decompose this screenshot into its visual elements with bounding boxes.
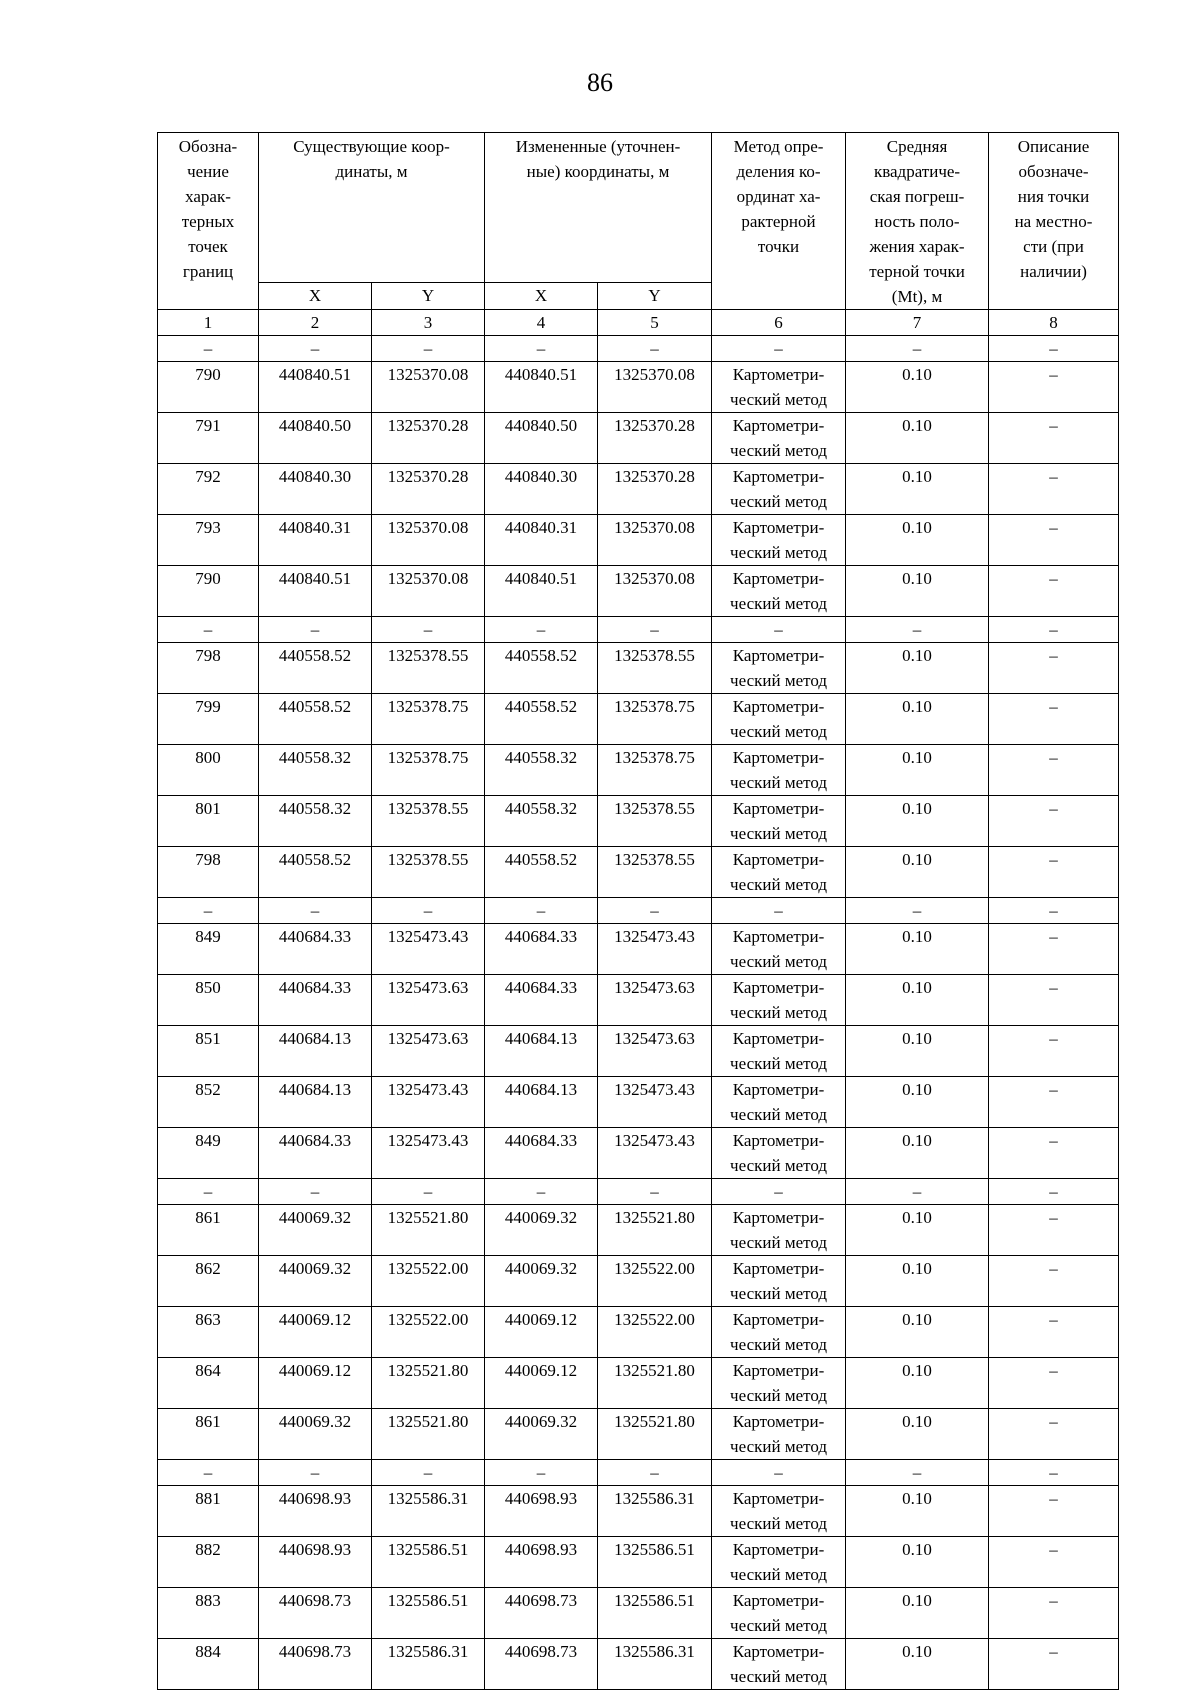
changed-x-cell: 440840.50	[485, 413, 598, 464]
separator-row	[158, 1179, 1119, 1205]
dash-cell: –	[485, 1179, 598, 1205]
changed-x-cell: 440698.73	[485, 1639, 598, 1690]
table-row	[158, 745, 1119, 796]
header-existing-x: X	[259, 283, 372, 310]
changed-x-cell: 440558.52	[485, 847, 598, 898]
changed-y-cell: 1325586.31	[598, 1639, 712, 1690]
changed-y-cell: 1325521.80	[598, 1409, 712, 1460]
existing-y-cell: 1325521.80	[372, 1409, 485, 1460]
column-number: 1	[158, 310, 259, 336]
table-row	[158, 1205, 1119, 1256]
method-cell: Картометри- ческий метод	[712, 745, 846, 796]
method-cell: Картометри- ческий метод	[712, 1358, 846, 1409]
existing-x-cell: 440840.31	[259, 515, 372, 566]
description-cell: –	[989, 566, 1119, 617]
point-id-cell: 800	[158, 745, 259, 796]
dash-cell: –	[372, 1179, 485, 1205]
dash-cell: –	[372, 898, 485, 924]
existing-y-cell: 1325522.00	[372, 1307, 485, 1358]
method-cell: Картометри- ческий метод	[712, 796, 846, 847]
existing-x-cell: 440684.13	[259, 1026, 372, 1077]
table-row	[158, 464, 1119, 515]
dash-cell: –	[712, 617, 846, 643]
header-description: Описание обозначе- ния точки на местно- сти (при наличии)	[989, 133, 1119, 310]
description-cell: –	[989, 1358, 1119, 1409]
changed-y-cell: 1325370.08	[598, 566, 712, 617]
column-number: 2	[259, 310, 372, 336]
changed-x-cell: 440558.32	[485, 745, 598, 796]
existing-x-cell: 440840.50	[259, 413, 372, 464]
header-changed-x: X	[485, 283, 598, 310]
table-row	[158, 1537, 1119, 1588]
description-cell: –	[989, 924, 1119, 975]
point-id-cell: 861	[158, 1409, 259, 1460]
error-cell: 0.10	[846, 1486, 989, 1537]
existing-x-cell: 440698.73	[259, 1588, 372, 1639]
dash-cell: –	[712, 336, 846, 362]
changed-y-cell: 1325522.00	[598, 1256, 712, 1307]
dash-cell: –	[846, 336, 989, 362]
existing-x-cell: 440684.33	[259, 1128, 372, 1179]
point-id-cell: 790	[158, 566, 259, 617]
existing-y-cell: 1325378.75	[372, 745, 485, 796]
dash-cell: –	[259, 898, 372, 924]
method-cell: Картометри- ческий метод	[712, 1128, 846, 1179]
column-number: 4	[485, 310, 598, 336]
changed-x-cell: 440840.51	[485, 566, 598, 617]
point-id-cell: 863	[158, 1307, 259, 1358]
existing-x-cell: 440684.13	[259, 1077, 372, 1128]
description-cell: –	[989, 1409, 1119, 1460]
dash-cell: –	[372, 1460, 485, 1486]
description-cell: –	[989, 362, 1119, 413]
changed-x-cell: 440698.73	[485, 1588, 598, 1639]
error-cell: 0.10	[846, 1307, 989, 1358]
changed-y-cell: 1325378.55	[598, 643, 712, 694]
point-id-cell: 849	[158, 1128, 259, 1179]
changed-x-cell: 440840.31	[485, 515, 598, 566]
dash-cell: –	[485, 898, 598, 924]
existing-x-cell: 440558.52	[259, 694, 372, 745]
description-cell: –	[989, 847, 1119, 898]
dash-cell: –	[989, 336, 1119, 362]
existing-y-cell: 1325378.55	[372, 847, 485, 898]
method-cell: Картометри- ческий метод	[712, 1307, 846, 1358]
method-cell: Картометри- ческий метод	[712, 515, 846, 566]
method-cell: Картометри- ческий метод	[712, 1077, 846, 1128]
description-cell: –	[989, 694, 1119, 745]
table-row	[158, 924, 1119, 975]
existing-y-cell: 1325522.00	[372, 1256, 485, 1307]
existing-x-cell: 440684.33	[259, 975, 372, 1026]
column-number: 6	[712, 310, 846, 336]
header-point-label: Обозна- чение харак- терных точек границ	[158, 133, 259, 310]
description-cell: –	[989, 796, 1119, 847]
existing-x-cell: 440069.12	[259, 1307, 372, 1358]
error-cell: 0.10	[846, 1256, 989, 1307]
description-cell: –	[989, 1486, 1119, 1537]
table-row	[158, 847, 1119, 898]
point-id-cell: 790	[158, 362, 259, 413]
changed-x-cell: 440558.52	[485, 694, 598, 745]
description-cell: –	[989, 413, 1119, 464]
separator-row	[158, 336, 1119, 362]
existing-x-cell: 440698.73	[259, 1639, 372, 1690]
header-existing-y: Y	[372, 283, 485, 310]
dash-cell: –	[259, 617, 372, 643]
description-cell: –	[989, 1537, 1119, 1588]
existing-y-cell: 1325586.31	[372, 1639, 485, 1690]
method-cell: Картометри- ческий метод	[712, 566, 846, 617]
header-changed-y: Y	[598, 283, 712, 310]
table-row	[158, 566, 1119, 617]
column-number: 3	[372, 310, 485, 336]
dash-cell: –	[259, 336, 372, 362]
changed-x-cell: 440069.12	[485, 1358, 598, 1409]
changed-x-cell: 440069.12	[485, 1307, 598, 1358]
dash-cell: –	[846, 617, 989, 643]
point-id-cell: 792	[158, 464, 259, 515]
header-row	[158, 133, 1119, 283]
description-cell: –	[989, 1205, 1119, 1256]
existing-y-cell: 1325370.28	[372, 413, 485, 464]
changed-x-cell: 440069.32	[485, 1256, 598, 1307]
existing-x-cell: 440069.32	[259, 1256, 372, 1307]
dash-cell: –	[485, 1460, 598, 1486]
dash-cell: –	[846, 1460, 989, 1486]
error-cell: 0.10	[846, 566, 989, 617]
changed-y-cell: 1325586.51	[598, 1588, 712, 1639]
method-cell: Картометри- ческий метод	[712, 1205, 846, 1256]
changed-y-cell: 1325370.08	[598, 515, 712, 566]
table-body	[158, 336, 1119, 1690]
description-cell: –	[989, 1307, 1119, 1358]
table-row	[158, 1409, 1119, 1460]
existing-x-cell: 440069.32	[259, 1205, 372, 1256]
existing-y-cell: 1325378.55	[372, 796, 485, 847]
point-id-cell: 798	[158, 643, 259, 694]
header-method: Метод опре- деления ко- ординат ха- рактерной точки	[712, 133, 846, 310]
method-cell: Картометри- ческий метод	[712, 1639, 846, 1690]
existing-y-cell: 1325521.80	[372, 1358, 485, 1409]
point-id-cell: 861	[158, 1205, 259, 1256]
separator-row	[158, 617, 1119, 643]
dash-cell: –	[158, 898, 259, 924]
description-cell: –	[989, 1256, 1119, 1307]
changed-x-cell: 440698.93	[485, 1486, 598, 1537]
existing-y-cell: 1325473.63	[372, 975, 485, 1026]
description-cell: –	[989, 643, 1119, 694]
method-cell: Картометри- ческий метод	[712, 1026, 846, 1077]
dash-cell: –	[158, 1460, 259, 1486]
changed-x-cell: 440684.13	[485, 1077, 598, 1128]
existing-x-cell: 440558.52	[259, 643, 372, 694]
changed-x-cell: 440558.52	[485, 643, 598, 694]
separator-row	[158, 1460, 1119, 1486]
point-id-cell: 852	[158, 1077, 259, 1128]
changed-y-cell: 1325378.75	[598, 694, 712, 745]
changed-x-cell: 440684.33	[485, 1128, 598, 1179]
error-cell: 0.10	[846, 924, 989, 975]
dash-cell: –	[989, 1460, 1119, 1486]
method-cell: Картометри- ческий метод	[712, 413, 846, 464]
point-id-cell: 851	[158, 1026, 259, 1077]
point-id-cell: 798	[158, 847, 259, 898]
point-id-cell: 850	[158, 975, 259, 1026]
dash-cell: –	[598, 1179, 712, 1205]
method-cell: Картометри- ческий метод	[712, 464, 846, 515]
method-cell: Картометри- ческий метод	[712, 924, 846, 975]
header-existing-coords: Существующие коор- динаты, м	[259, 133, 485, 283]
changed-x-cell: 440840.30	[485, 464, 598, 515]
dash-cell: –	[372, 617, 485, 643]
point-id-cell: 881	[158, 1486, 259, 1537]
header-error: Средняя квадратиче- ская погреш- ность поло- жения харак- терной точки (Mt), м	[846, 133, 989, 310]
existing-y-cell: 1325370.28	[372, 464, 485, 515]
table-row	[158, 515, 1119, 566]
existing-y-cell: 1325473.63	[372, 1026, 485, 1077]
changed-x-cell: 440684.33	[485, 975, 598, 1026]
existing-y-cell: 1325378.75	[372, 694, 485, 745]
header-number-row	[158, 310, 1119, 336]
table-row	[158, 975, 1119, 1026]
point-id-cell: 862	[158, 1256, 259, 1307]
dash-cell: –	[598, 898, 712, 924]
existing-x-cell: 440069.32	[259, 1409, 372, 1460]
error-cell: 0.10	[846, 1537, 989, 1588]
description-cell: –	[989, 745, 1119, 796]
description-cell: –	[989, 1077, 1119, 1128]
existing-y-cell: 1325378.55	[372, 643, 485, 694]
description-cell: –	[989, 515, 1119, 566]
dash-cell: –	[712, 898, 846, 924]
changed-y-cell: 1325521.80	[598, 1358, 712, 1409]
method-cell: Картометри- ческий метод	[712, 643, 846, 694]
dash-cell: –	[712, 1179, 846, 1205]
changed-y-cell: 1325586.51	[598, 1537, 712, 1588]
error-cell: 0.10	[846, 1409, 989, 1460]
existing-y-cell: 1325586.31	[372, 1486, 485, 1537]
changed-x-cell: 440069.32	[485, 1409, 598, 1460]
changed-y-cell: 1325473.63	[598, 1026, 712, 1077]
error-cell: 0.10	[846, 694, 989, 745]
table-row	[158, 796, 1119, 847]
existing-x-cell: 440558.32	[259, 796, 372, 847]
existing-y-cell: 1325473.43	[372, 1128, 485, 1179]
table-row	[158, 362, 1119, 413]
dash-cell: –	[846, 898, 989, 924]
changed-y-cell: 1325473.63	[598, 975, 712, 1026]
changed-x-cell: 440684.33	[485, 924, 598, 975]
description-cell: –	[989, 1639, 1119, 1690]
table-row	[158, 1358, 1119, 1409]
error-cell: 0.10	[846, 1205, 989, 1256]
existing-y-cell: 1325370.08	[372, 515, 485, 566]
point-id-cell: 864	[158, 1358, 259, 1409]
point-id-cell: 883	[158, 1588, 259, 1639]
table-row	[158, 1077, 1119, 1128]
existing-y-cell: 1325586.51	[372, 1537, 485, 1588]
description-cell: –	[989, 1588, 1119, 1639]
table-row	[158, 1026, 1119, 1077]
error-cell: 0.10	[846, 975, 989, 1026]
error-cell: 0.10	[846, 1639, 989, 1690]
error-cell: 0.10	[846, 847, 989, 898]
error-cell: 0.10	[846, 643, 989, 694]
existing-x-cell: 440840.51	[259, 362, 372, 413]
existing-x-cell: 440558.32	[259, 745, 372, 796]
point-id-cell: 799	[158, 694, 259, 745]
table-row	[158, 413, 1119, 464]
dash-cell: –	[158, 617, 259, 643]
header-changed-coords: Измененные (уточнен- ные) координаты, м	[485, 133, 712, 283]
changed-x-cell: 440698.93	[485, 1537, 598, 1588]
method-cell: Картометри- ческий метод	[712, 362, 846, 413]
changed-y-cell: 1325473.43	[598, 1128, 712, 1179]
column-number: 7	[846, 310, 989, 336]
method-cell: Картометри- ческий метод	[712, 1256, 846, 1307]
dash-cell: –	[372, 336, 485, 362]
changed-y-cell: 1325586.31	[598, 1486, 712, 1537]
changed-x-cell: 440069.32	[485, 1205, 598, 1256]
dash-cell: –	[598, 336, 712, 362]
table-row	[158, 643, 1119, 694]
point-id-cell: 793	[158, 515, 259, 566]
existing-x-cell: 440840.30	[259, 464, 372, 515]
point-id-cell: 849	[158, 924, 259, 975]
changed-y-cell: 1325378.55	[598, 796, 712, 847]
error-cell: 0.10	[846, 362, 989, 413]
method-cell: Картометри- ческий метод	[712, 1409, 846, 1460]
changed-y-cell: 1325370.28	[598, 413, 712, 464]
method-cell: Картометри- ческий метод	[712, 1486, 846, 1537]
changed-y-cell: 1325370.28	[598, 464, 712, 515]
table-row	[158, 1128, 1119, 1179]
coordinates-table	[157, 132, 1119, 1690]
error-cell: 0.10	[846, 1128, 989, 1179]
table-row	[158, 1588, 1119, 1639]
changed-y-cell: 1325473.43	[598, 924, 712, 975]
existing-y-cell: 1325586.51	[372, 1588, 485, 1639]
existing-y-cell: 1325473.43	[372, 1077, 485, 1128]
table-row	[158, 1486, 1119, 1537]
point-id-cell: 884	[158, 1639, 259, 1690]
error-cell: 0.10	[846, 464, 989, 515]
dash-cell: –	[598, 617, 712, 643]
point-id-cell: 791	[158, 413, 259, 464]
error-cell: 0.10	[846, 796, 989, 847]
dash-cell: –	[485, 617, 598, 643]
existing-x-cell: 440558.52	[259, 847, 372, 898]
description-cell: –	[989, 1026, 1119, 1077]
error-cell: 0.10	[846, 413, 989, 464]
column-number: 5	[598, 310, 712, 336]
dash-cell: –	[989, 898, 1119, 924]
dash-cell: –	[712, 1460, 846, 1486]
point-id-cell: 801	[158, 796, 259, 847]
error-cell: 0.10	[846, 1358, 989, 1409]
table-row	[158, 694, 1119, 745]
dash-cell: –	[846, 1179, 989, 1205]
changed-y-cell: 1325521.80	[598, 1205, 712, 1256]
changed-y-cell: 1325370.08	[598, 362, 712, 413]
dash-cell: –	[989, 1179, 1119, 1205]
page-number: 86	[587, 68, 613, 97]
error-cell: 0.10	[846, 745, 989, 796]
existing-x-cell: 440698.93	[259, 1537, 372, 1588]
error-cell: 0.10	[846, 1588, 989, 1639]
description-cell: –	[989, 464, 1119, 515]
dash-cell: –	[598, 1460, 712, 1486]
dash-cell: –	[989, 617, 1119, 643]
method-cell: Картометри- ческий метод	[712, 975, 846, 1026]
point-id-cell: 882	[158, 1537, 259, 1588]
error-cell: 0.10	[846, 515, 989, 566]
method-cell: Картометри- ческий метод	[712, 1588, 846, 1639]
error-cell: 0.10	[846, 1026, 989, 1077]
dash-cell: –	[485, 336, 598, 362]
description-cell: –	[989, 975, 1119, 1026]
description-cell: –	[989, 1128, 1119, 1179]
existing-x-cell: 440698.93	[259, 1486, 372, 1537]
existing-y-cell: 1325521.80	[372, 1205, 485, 1256]
column-number: 8	[989, 310, 1119, 336]
changed-x-cell: 440558.32	[485, 796, 598, 847]
separator-row	[158, 898, 1119, 924]
existing-y-cell: 1325473.43	[372, 924, 485, 975]
error-cell: 0.10	[846, 1077, 989, 1128]
table-row	[158, 1307, 1119, 1358]
existing-x-cell: 440684.33	[259, 924, 372, 975]
changed-y-cell: 1325473.43	[598, 1077, 712, 1128]
existing-y-cell: 1325370.08	[372, 566, 485, 617]
existing-x-cell: 440840.51	[259, 566, 372, 617]
method-cell: Картометри- ческий метод	[712, 694, 846, 745]
changed-x-cell: 440840.51	[485, 362, 598, 413]
existing-y-cell: 1325370.08	[372, 362, 485, 413]
changed-y-cell: 1325378.55	[598, 847, 712, 898]
method-cell: Картометри- ческий метод	[712, 847, 846, 898]
changed-y-cell: 1325522.00	[598, 1307, 712, 1358]
dash-cell: –	[158, 336, 259, 362]
dash-cell: –	[259, 1179, 372, 1205]
method-cell: Картометри- ческий метод	[712, 1537, 846, 1588]
existing-x-cell: 440069.12	[259, 1358, 372, 1409]
dash-cell: –	[259, 1460, 372, 1486]
changed-y-cell: 1325378.75	[598, 745, 712, 796]
changed-x-cell: 440684.13	[485, 1026, 598, 1077]
table-row	[158, 1256, 1119, 1307]
dash-cell: –	[158, 1179, 259, 1205]
table-row	[158, 1639, 1119, 1690]
